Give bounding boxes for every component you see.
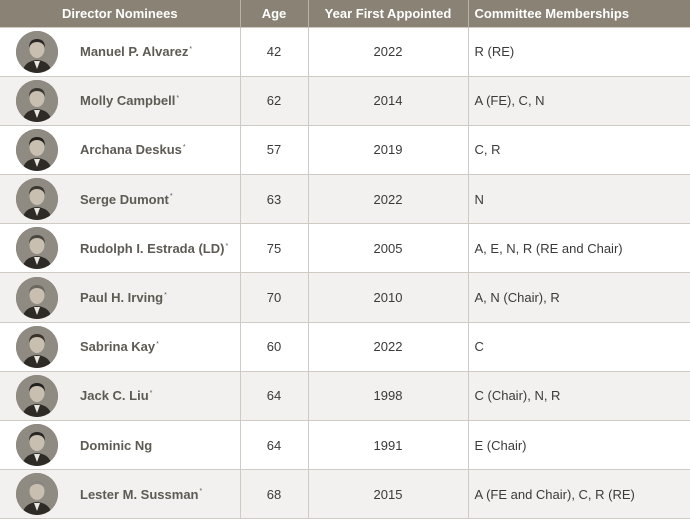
committees-cell: E (Chair) [468, 421, 690, 470]
year-cell: 2022 [308, 175, 468, 224]
table-row [0, 322, 690, 371]
table-row [0, 371, 690, 420]
age-cell: 62 [240, 76, 308, 125]
independent-mark: * [189, 45, 193, 53]
year-cell: 2014 [308, 76, 468, 125]
independent-mark: * [164, 291, 167, 299]
header-year-first-appointed: Year First Appointed [308, 0, 468, 27]
nominee-cell [0, 76, 240, 125]
nominee-name: Dominic Ng [80, 437, 153, 453]
year-cell: 2022 [308, 322, 468, 371]
headshot-photo [16, 424, 58, 466]
header-director-nominees: Director Nominees [0, 0, 240, 27]
nominee-name: Lester M. Sussman* [80, 486, 203, 502]
year-cell: 1991 [308, 421, 468, 470]
nominee-name: Rudolph I. Estrada (LD)* [80, 240, 229, 256]
age-cell: 42 [240, 27, 308, 76]
headshot-photo [16, 31, 58, 73]
year-cell: 2015 [308, 470, 468, 519]
table-header-row [0, 0, 690, 27]
committees-cell: N [468, 175, 690, 224]
headshot-photo [16, 473, 58, 515]
year-cell: 2005 [308, 224, 468, 273]
independent-mark: * [176, 94, 180, 102]
nominee-cell [0, 273, 240, 322]
year-cell: 1998 [308, 371, 468, 420]
year-cell: 2019 [308, 125, 468, 174]
nominee-cell [0, 27, 240, 76]
age-cell: 64 [240, 421, 308, 470]
committees-cell: A, E, N, R (RE and Chair) [468, 224, 690, 273]
nominee-cell [0, 371, 240, 420]
headshot-photo [16, 227, 58, 269]
committees-cell: A, N (Chair), R [468, 273, 690, 322]
table-row [0, 27, 690, 76]
nominee-cell [0, 421, 240, 470]
committees-cell: A (FE), C, N [468, 76, 690, 125]
age-cell: 60 [240, 322, 308, 371]
committees-cell: A (FE and Chair), C, R (RE) [468, 470, 690, 519]
nominee-name: Paul H. Irving* [80, 290, 167, 306]
headshot-photo [16, 178, 58, 220]
headshot-photo [16, 326, 58, 368]
header-age: Age [240, 0, 308, 27]
year-cell: 2010 [308, 273, 468, 322]
nominee-name: Archana Deskus* [80, 142, 186, 158]
committees-cell: R (RE) [468, 27, 690, 76]
headshot-photo [16, 375, 58, 417]
table-row [0, 76, 690, 125]
table-row [0, 470, 690, 519]
age-cell: 57 [240, 125, 308, 174]
nominee-cell [0, 322, 240, 371]
nominee-name: Manuel P. Alvarez* [80, 44, 193, 60]
nominee-name: Jack C. Liu* [80, 388, 153, 404]
age-cell: 70 [240, 273, 308, 322]
nominee-name: Serge Dumont* [80, 191, 173, 207]
independent-mark: * [169, 193, 173, 201]
committees-cell: C, R [468, 125, 690, 174]
independent-mark: * [199, 488, 203, 496]
year-cell: 2022 [308, 27, 468, 76]
headshot-photo [16, 277, 58, 319]
nominee-cell [0, 175, 240, 224]
committees-cell: C [468, 322, 690, 371]
header-committee-memberships: Committee Memberships [474, 5, 630, 21]
independent-mark: * [225, 242, 229, 250]
table-row [0, 421, 690, 470]
nominee-name: Sabrina Kay* [80, 339, 159, 355]
nominee-cell [0, 125, 240, 174]
nominee-cell [0, 470, 240, 519]
age-cell: 63 [240, 175, 308, 224]
age-cell: 68 [240, 470, 308, 519]
independent-mark: * [149, 390, 153, 398]
age-cell: 64 [240, 371, 308, 420]
nominee-name: Molly Campbell* [80, 93, 180, 109]
nominee-cell [0, 224, 240, 273]
table-row [0, 224, 690, 273]
headshot-photo [16, 129, 58, 171]
table-row [0, 273, 690, 322]
table-row [0, 175, 690, 224]
table-row [0, 125, 690, 174]
committees-cell: C (Chair), N, R [468, 371, 690, 420]
independent-mark: * [182, 144, 186, 152]
independent-mark: * [156, 340, 159, 348]
headshot-photo [16, 80, 58, 122]
age-cell: 75 [240, 224, 308, 273]
